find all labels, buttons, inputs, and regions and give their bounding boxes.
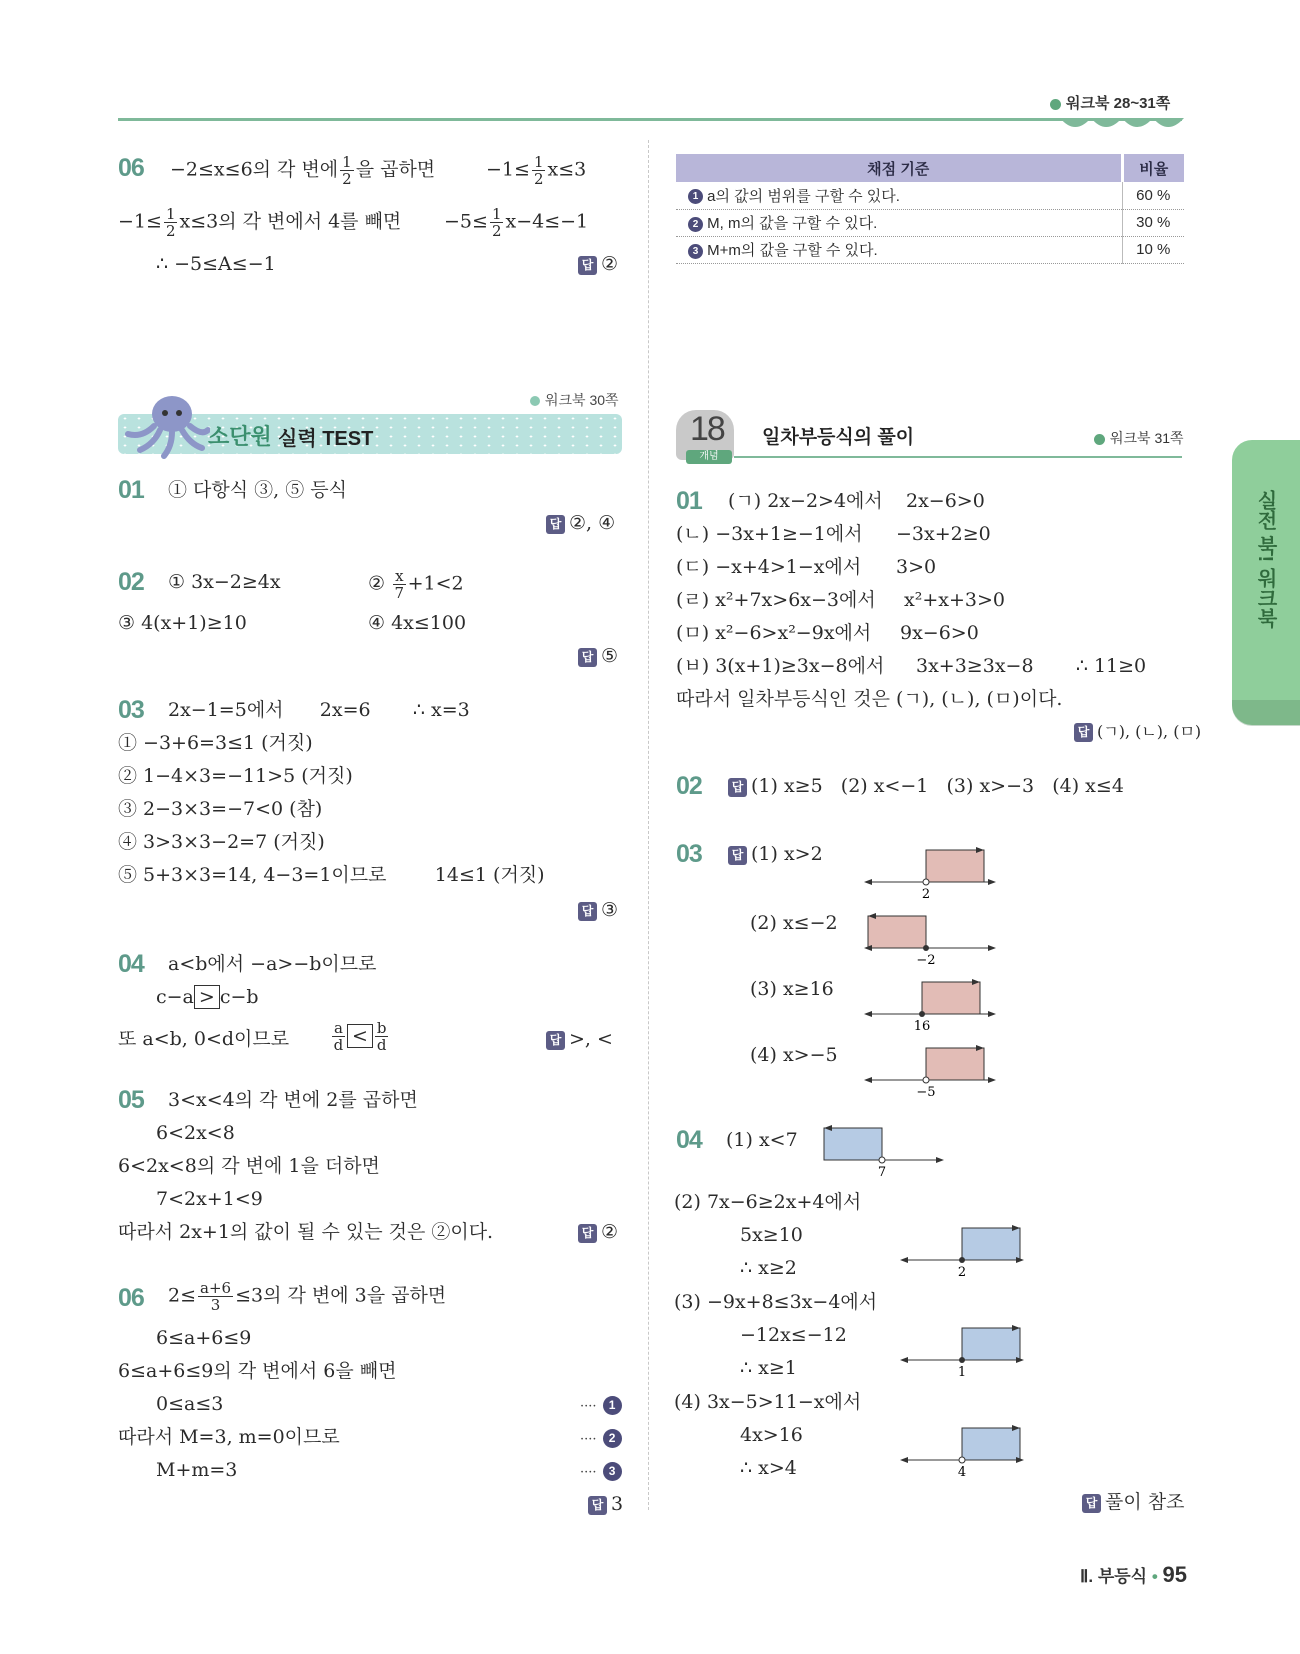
number-line-graph [864,910,996,966]
answer [578,896,618,924]
side-tab-shadow [1232,700,1300,726]
text: ≤3의 각 변에 3을 곱하면 [235,1284,447,1307]
p03-line: ⑤ 5+3×3=14, 4−3=1이므로 14≤1 (거짓) [118,864,545,886]
denominator: 2 [533,170,544,188]
p05-line: 7<2x+1<9 [156,1188,263,1210]
answer [546,509,615,537]
problem-number: 02 [118,568,144,596]
denominator: d [376,1036,387,1054]
fraction [198,1280,233,1313]
r04-line: −12x≤−12 [740,1324,847,1346]
denominator: 2 [491,222,502,240]
table-header: 비율 [1122,154,1184,182]
p05-line: 6<2x<8의 각 변에 1을 더하면 [118,1155,380,1177]
p06-line: M+m=3 [156,1459,238,1481]
r01-line-a: (ㄱ) 2x−2>4에서 [728,490,883,512]
denominator: 3 [210,1296,221,1314]
text: x−4≤−1 [505,210,589,233]
footer [1080,1562,1187,1588]
p06-line: 따라서 M=3, m=0이므로 [118,1426,340,1448]
tick-label: 7 [877,1165,887,1180]
r03-item [728,840,823,868]
r04-line: (1) x<7 [726,1129,798,1151]
step-number: 3 [603,1462,622,1481]
r04-line: (4) 3x−5>11−x에서 [674,1391,862,1413]
answer-value: 풀이 참조 [1105,1491,1185,1513]
p05-line: 6<2x<8 [156,1122,235,1144]
number-line-graph [900,1224,1024,1280]
criterion-text: M, m의 값을 구할 수 있다. [707,215,878,232]
answer-icon: 답 [578,1224,597,1243]
concept-tag: 개념 [686,450,732,464]
text: 2≤ [168,1284,197,1307]
p03-line: ① −3+6=3≤1 (거짓) [118,732,313,754]
step-number: 3 [688,244,703,259]
p05-line: 따라서 2x+1의 값이 될 수 있는 것은 ②이다. [118,1221,494,1243]
fraction [393,568,405,601]
text: −1≤ [486,158,530,181]
p04-fractions [330,1020,390,1053]
header-workbook-text: 워크북 28~31쪽 [1066,95,1171,112]
p06top-line1 [170,154,435,187]
r01-line-b: 9x−6>0 [900,622,979,644]
ratio-cell: 10 % [1122,236,1184,263]
answer [578,250,618,278]
numerator: 1 [491,205,502,223]
octopus-icon [120,388,210,462]
tick-label: 2 [957,1265,967,1280]
r04-line: 5x≥10 [740,1224,803,1246]
r01-line-b: −3x+2≥0 [896,523,991,545]
concept-rule [734,456,1182,458]
side-tab-label: 실전 북! 워크북 [1254,490,1276,628]
answer-value: ③ [601,899,619,921]
p06-line: 0≤a≤3 [156,1393,224,1415]
answer [546,1025,613,1053]
problem-number: 03 [676,840,702,868]
problem-number: 02 [676,772,702,800]
r04-line: ∴ x>4 [740,1457,797,1479]
r04-line: ∴ x≥1 [740,1357,797,1379]
answer-value: ②, ④ [569,512,616,534]
p06top-line2 [118,206,401,239]
r01-conclusion: 따라서 일차부등식인 것은 (ㄱ), (ㄴ), (ㅁ)이다. [676,688,1063,710]
criterion-text: M+m의 값을 구할 수 있다. [707,242,878,259]
step-marker: ···· 3 [580,1456,622,1487]
text: x≤3 [547,158,587,181]
answer-value: (1) x>2 [751,843,823,865]
number-line-graph [900,1324,1024,1380]
step-number: 1 [688,189,703,204]
fraction [532,154,546,187]
p02-a: ① 3x−2≥4x [168,571,281,593]
p04-line1: a<b에서 −a>−b이므로 [168,953,377,975]
r04-line: 4x>16 [740,1424,803,1446]
p02-c: ③ 4(x+1)≥10 [118,612,247,634]
table-row [676,182,1184,209]
r01-line-a: (ㅂ) 3(x+1)≥3x−8에서 [676,655,885,677]
table-cell [676,182,1122,209]
step-marker: ···· 1 [580,1390,622,1421]
ratio-cell: 30 % [1122,209,1184,236]
ratio-cell: 60 % [1122,182,1184,209]
table-row [676,236,1184,263]
table-row [676,209,1184,236]
number-line-graph [864,976,996,1032]
tick-label: −2 [916,953,936,966]
problem-number: 04 [118,950,144,978]
r01-line-b: 3>0 [896,556,937,578]
r04-line: ∴ x≥2 [740,1257,797,1279]
p06top-line2-result [444,206,588,239]
answer [578,1218,618,1246]
p06top-line1-result [486,154,586,187]
tick-label: 1 [957,1365,967,1380]
section-title-a: 소단원 [208,424,272,449]
header-rule [118,118,1182,121]
answer [588,1490,623,1518]
text: ② [368,572,386,595]
r04-line: (2) 7x−6≥2x+4에서 [674,1191,862,1213]
text: 을 곱하면 [355,158,436,181]
text: c−a [156,986,194,1008]
problem-number: 01 [118,476,144,504]
p06-line: 6≤a+6≤9 [156,1327,252,1349]
r01-line-a: (ㄴ) −3x+1≥−1에서 [676,523,863,545]
p06top-line3: ∴ −5≤A≤−1 [156,253,276,275]
answer-icon: 답 [728,846,747,865]
p03-line: ③ 2−3×3=−7<0 (참) [118,798,323,820]
tick-label: 2 [921,887,931,900]
answer-icon: 답 [728,778,747,797]
problem-number: 04 [676,1126,702,1154]
answer-icon: 답 [1074,723,1093,742]
step-number: 1 [603,1396,622,1415]
column-divider [648,140,649,1510]
concept-workbook-ref [1094,428,1184,448]
number-line-graph [900,1424,1024,1480]
answer-value: (1) x≥5 (2) x<−1 (3) x>−3 (4) x≤4 [751,775,1124,797]
text: −1≤ [118,210,162,233]
problem-number: 01 [676,487,702,515]
numerator: b [376,1019,387,1037]
r01-line-b: 2x−6>0 [906,490,985,512]
fraction [164,206,178,239]
page-number: 95 [1162,1562,1187,1587]
answer-icon: 답 [546,515,565,534]
r03-item: (3) x≥16 [750,978,834,1000]
number-line-graph [820,1124,944,1180]
header-workbook-ref [1050,92,1170,113]
answer-icon: 답 [588,1496,607,1515]
r02-answer [728,772,1124,800]
concept-title: 일차부등식의 풀이 [762,427,915,448]
answer-value: ② [601,253,619,275]
text: −2≤x≤6의 각 변에 [170,158,339,181]
number-line-graph [864,1042,996,1098]
answer-value: (ㄱ), (ㄴ), (ㅁ) [1097,722,1202,741]
r01-line-b: 3x+3≥3x−8 ∴ 11≥0 [916,655,1147,677]
tick-label: −5 [916,1085,936,1098]
answer-icon: 답 [578,902,597,921]
answer [578,642,618,670]
r01-line-a: (ㄹ) x²+7x>6x−3에서 [676,589,876,611]
fraction [332,1020,345,1053]
problem-number: 03 [118,696,144,724]
tick-label: 4 [957,1465,967,1480]
numerator: 1 [342,153,352,171]
step-marker: ···· 2 [580,1423,622,1454]
bullet-icon [1050,99,1061,110]
denominator: d [333,1036,344,1054]
p04-line2 [156,983,259,1011]
answer-icon: 답 [578,648,597,667]
p03-line: ④ 3>3×3−2=7 (거짓) [118,831,325,853]
denominator: 7 [394,584,405,602]
step-number: 2 [688,217,703,232]
p03-head: 2x−1=5에서 2x=6 ∴ x=3 [168,699,470,721]
step-number: 2 [603,1429,622,1448]
tick-label: 16 [913,1019,931,1032]
p06-line: 6≤a+6≤9의 각 변에서 6을 빼면 [118,1360,397,1382]
r01-line-b: x²+x+3>0 [904,589,1005,611]
problem-number: 06 [118,154,144,182]
fraction [340,154,354,187]
fraction [375,1020,389,1053]
separator: • [1151,1567,1158,1586]
p04-line3: 또 a<b, 0<d이므로 [118,1028,290,1050]
text: −5≤ [444,210,488,233]
answer [1074,718,1201,746]
r01-line-a: (ㅁ) x²−6>x²−9x에서 [676,622,872,644]
p05-line: 3<x<4의 각 변에 2를 곱하면 [168,1089,418,1111]
p01-text: ① 다항식 ③, ⑤ 등식 [168,479,347,501]
answer-value: ② [601,1221,619,1243]
scoring-table [676,154,1184,264]
problem-number: 06 [118,1284,144,1312]
p02-b [368,568,464,601]
numerator: a+6 [200,1279,232,1297]
answer-value: ⑤ [601,645,619,667]
text: 워크북 30쪽 [545,392,619,408]
section-title-b: 실력 TEST [278,428,374,450]
numerator: a [334,1019,343,1037]
text: +1<2 [407,572,464,595]
r04-line: (3) −9x+8≤3x−4에서 [674,1291,878,1313]
r01-line-a: (ㄷ) −x+4>1−x에서 [676,556,862,578]
numerator: 1 [165,205,176,223]
table-header: 채점 기준 [676,154,1122,182]
answer-icon: 답 [1082,1494,1101,1513]
section-workbook-ref [530,390,619,410]
header-wave-decoration [1060,118,1184,136]
chapter-label: Ⅱ. 부등식 [1080,1567,1148,1586]
answer-icon: 답 [578,256,597,275]
r03-item: (4) x>−5 [750,1044,838,1066]
p03-line: ② 1−4×3=−11>5 (거짓) [118,765,353,787]
answer-box: < [347,1024,373,1048]
bullet-icon [1094,434,1105,445]
p06-head [168,1280,446,1313]
answer [1082,1488,1184,1516]
answer-value: >, < [569,1028,613,1050]
answer-value: 3 [611,1493,624,1515]
text: 워크북 31쪽 [1110,430,1184,446]
denominator: 2 [342,170,352,188]
denominator: 2 [165,222,176,240]
numerator: 1 [533,153,544,171]
fraction [490,206,504,239]
number-line-graph [864,844,996,900]
table-cell [676,209,1122,236]
concept-number: 18 [690,410,724,448]
answer-box: > [194,985,220,1009]
table-cell [676,236,1122,263]
r03-item: (2) x≤−2 [750,912,838,934]
bullet-icon [530,396,540,406]
text: c−b [219,986,259,1008]
answer-icon: 답 [546,1031,565,1050]
numerator: x [395,567,404,585]
p02-d: ④ 4x≤100 [368,612,467,634]
text: x≤3의 각 변에서 4를 빼면 [179,210,402,233]
criterion-text: a의 값의 범위를 구할 수 있다. [707,187,900,205]
problem-number: 05 [118,1086,144,1114]
